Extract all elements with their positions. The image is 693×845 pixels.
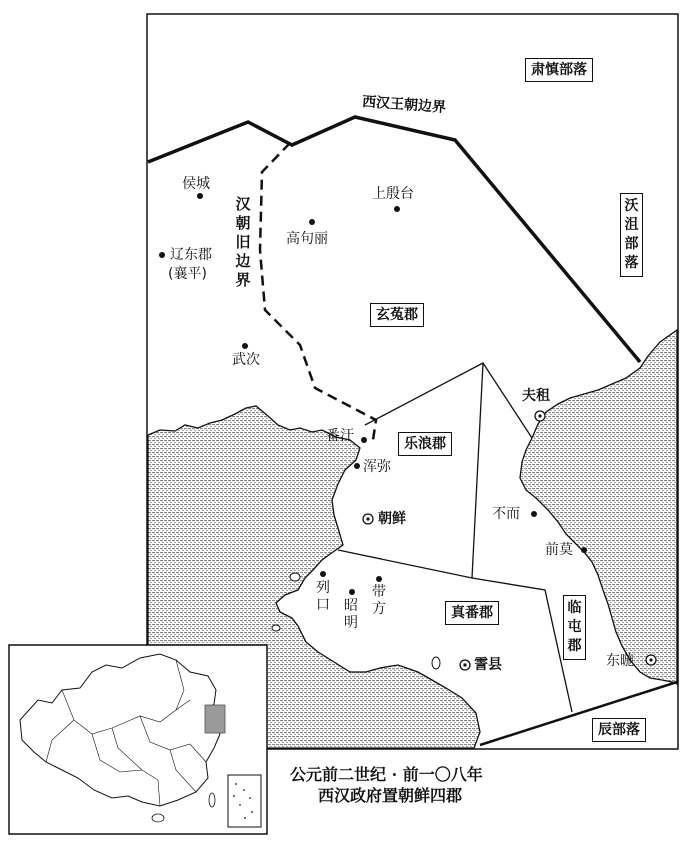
- chaoxian-seat-dot: [366, 517, 369, 520]
- liaodong-dot: [159, 252, 165, 258]
- inset-island: [243, 789, 245, 791]
- lelang-commandery-label: 乐浪郡: [398, 432, 452, 456]
- caption-line1: 公元前二世纪 · 前一〇八年: [290, 765, 483, 784]
- fuzu-label: 夫租: [522, 388, 550, 404]
- peimi-label: 浑弥: [363, 459, 391, 475]
- inset-island: [233, 795, 235, 797]
- inset-highlight: [205, 705, 225, 733]
- houcheng-label: 侯城: [182, 176, 210, 192]
- fuzu-seat-dot: [538, 414, 541, 417]
- houcheng-dot: [197, 193, 203, 199]
- western-han-border-label: 西汉王朝边界: [361, 94, 447, 116]
- fanhan-label: 番汗: [326, 428, 354, 444]
- inset-taiwan: [209, 793, 215, 807]
- fanhan-dot: [361, 437, 367, 443]
- inset-island: [235, 783, 237, 785]
- peimi-dot: [354, 463, 360, 469]
- buer-label: 不而: [492, 506, 520, 522]
- inset-south-sea-box: [228, 775, 261, 827]
- lintun-commandery-label: 临屯郡: [563, 595, 586, 660]
- qianmo-dot: [581, 547, 587, 553]
- gaogouli-label: 高句丽: [286, 231, 328, 247]
- inset-island: [251, 811, 253, 813]
- chaoxian-label: 朝鲜: [378, 511, 406, 527]
- wuci-dot: [242, 343, 248, 349]
- liaodong-label: 辽东郡: [170, 247, 212, 263]
- inset-island: [244, 817, 246, 819]
- lieko-label: 列口: [316, 580, 330, 613]
- han-old-border-label: 汉朝旧边界: [235, 195, 251, 289]
- xiangping-label: (襄平): [168, 266, 207, 282]
- wuci-label: 武次: [232, 352, 260, 368]
- donghan-label: 东暆: [606, 653, 634, 669]
- island: [432, 657, 440, 669]
- zhenfan-commandery-label: 真番郡: [445, 601, 499, 625]
- caption-line2: 西汉政府置朝鲜四郡: [318, 786, 463, 805]
- island: [290, 573, 300, 581]
- inset-island: [239, 804, 241, 806]
- xuantu-commandery-label: 玄菟郡: [370, 303, 424, 327]
- island: [272, 625, 280, 631]
- zhaoming-label: 昭明: [344, 598, 358, 631]
- qianmo-label: 前莫: [545, 542, 573, 558]
- zhaoming-dot: [349, 589, 355, 595]
- daifang-dot: [376, 576, 382, 582]
- chen-tribe-label: 辰部落: [592, 718, 646, 742]
- zhaxian-seat-dot: [463, 663, 466, 666]
- donghan-seat-dot: [649, 658, 652, 661]
- daifang-label: 带方: [372, 584, 386, 617]
- inset-island: [249, 797, 251, 799]
- zhaxian-label: 霅县: [474, 657, 502, 673]
- lieko-dot: [320, 571, 326, 577]
- buer-dot: [531, 511, 537, 517]
- inset-hainan: [152, 814, 164, 822]
- sushen-tribe-label: 肃慎部落: [525, 58, 593, 82]
- woju-tribe-label: 沃沮部落: [620, 193, 643, 277]
- shangyintai-dot: [394, 206, 400, 212]
- shangyintai-label: 上殷台: [372, 186, 414, 202]
- gaogouli-dot: [309, 219, 315, 225]
